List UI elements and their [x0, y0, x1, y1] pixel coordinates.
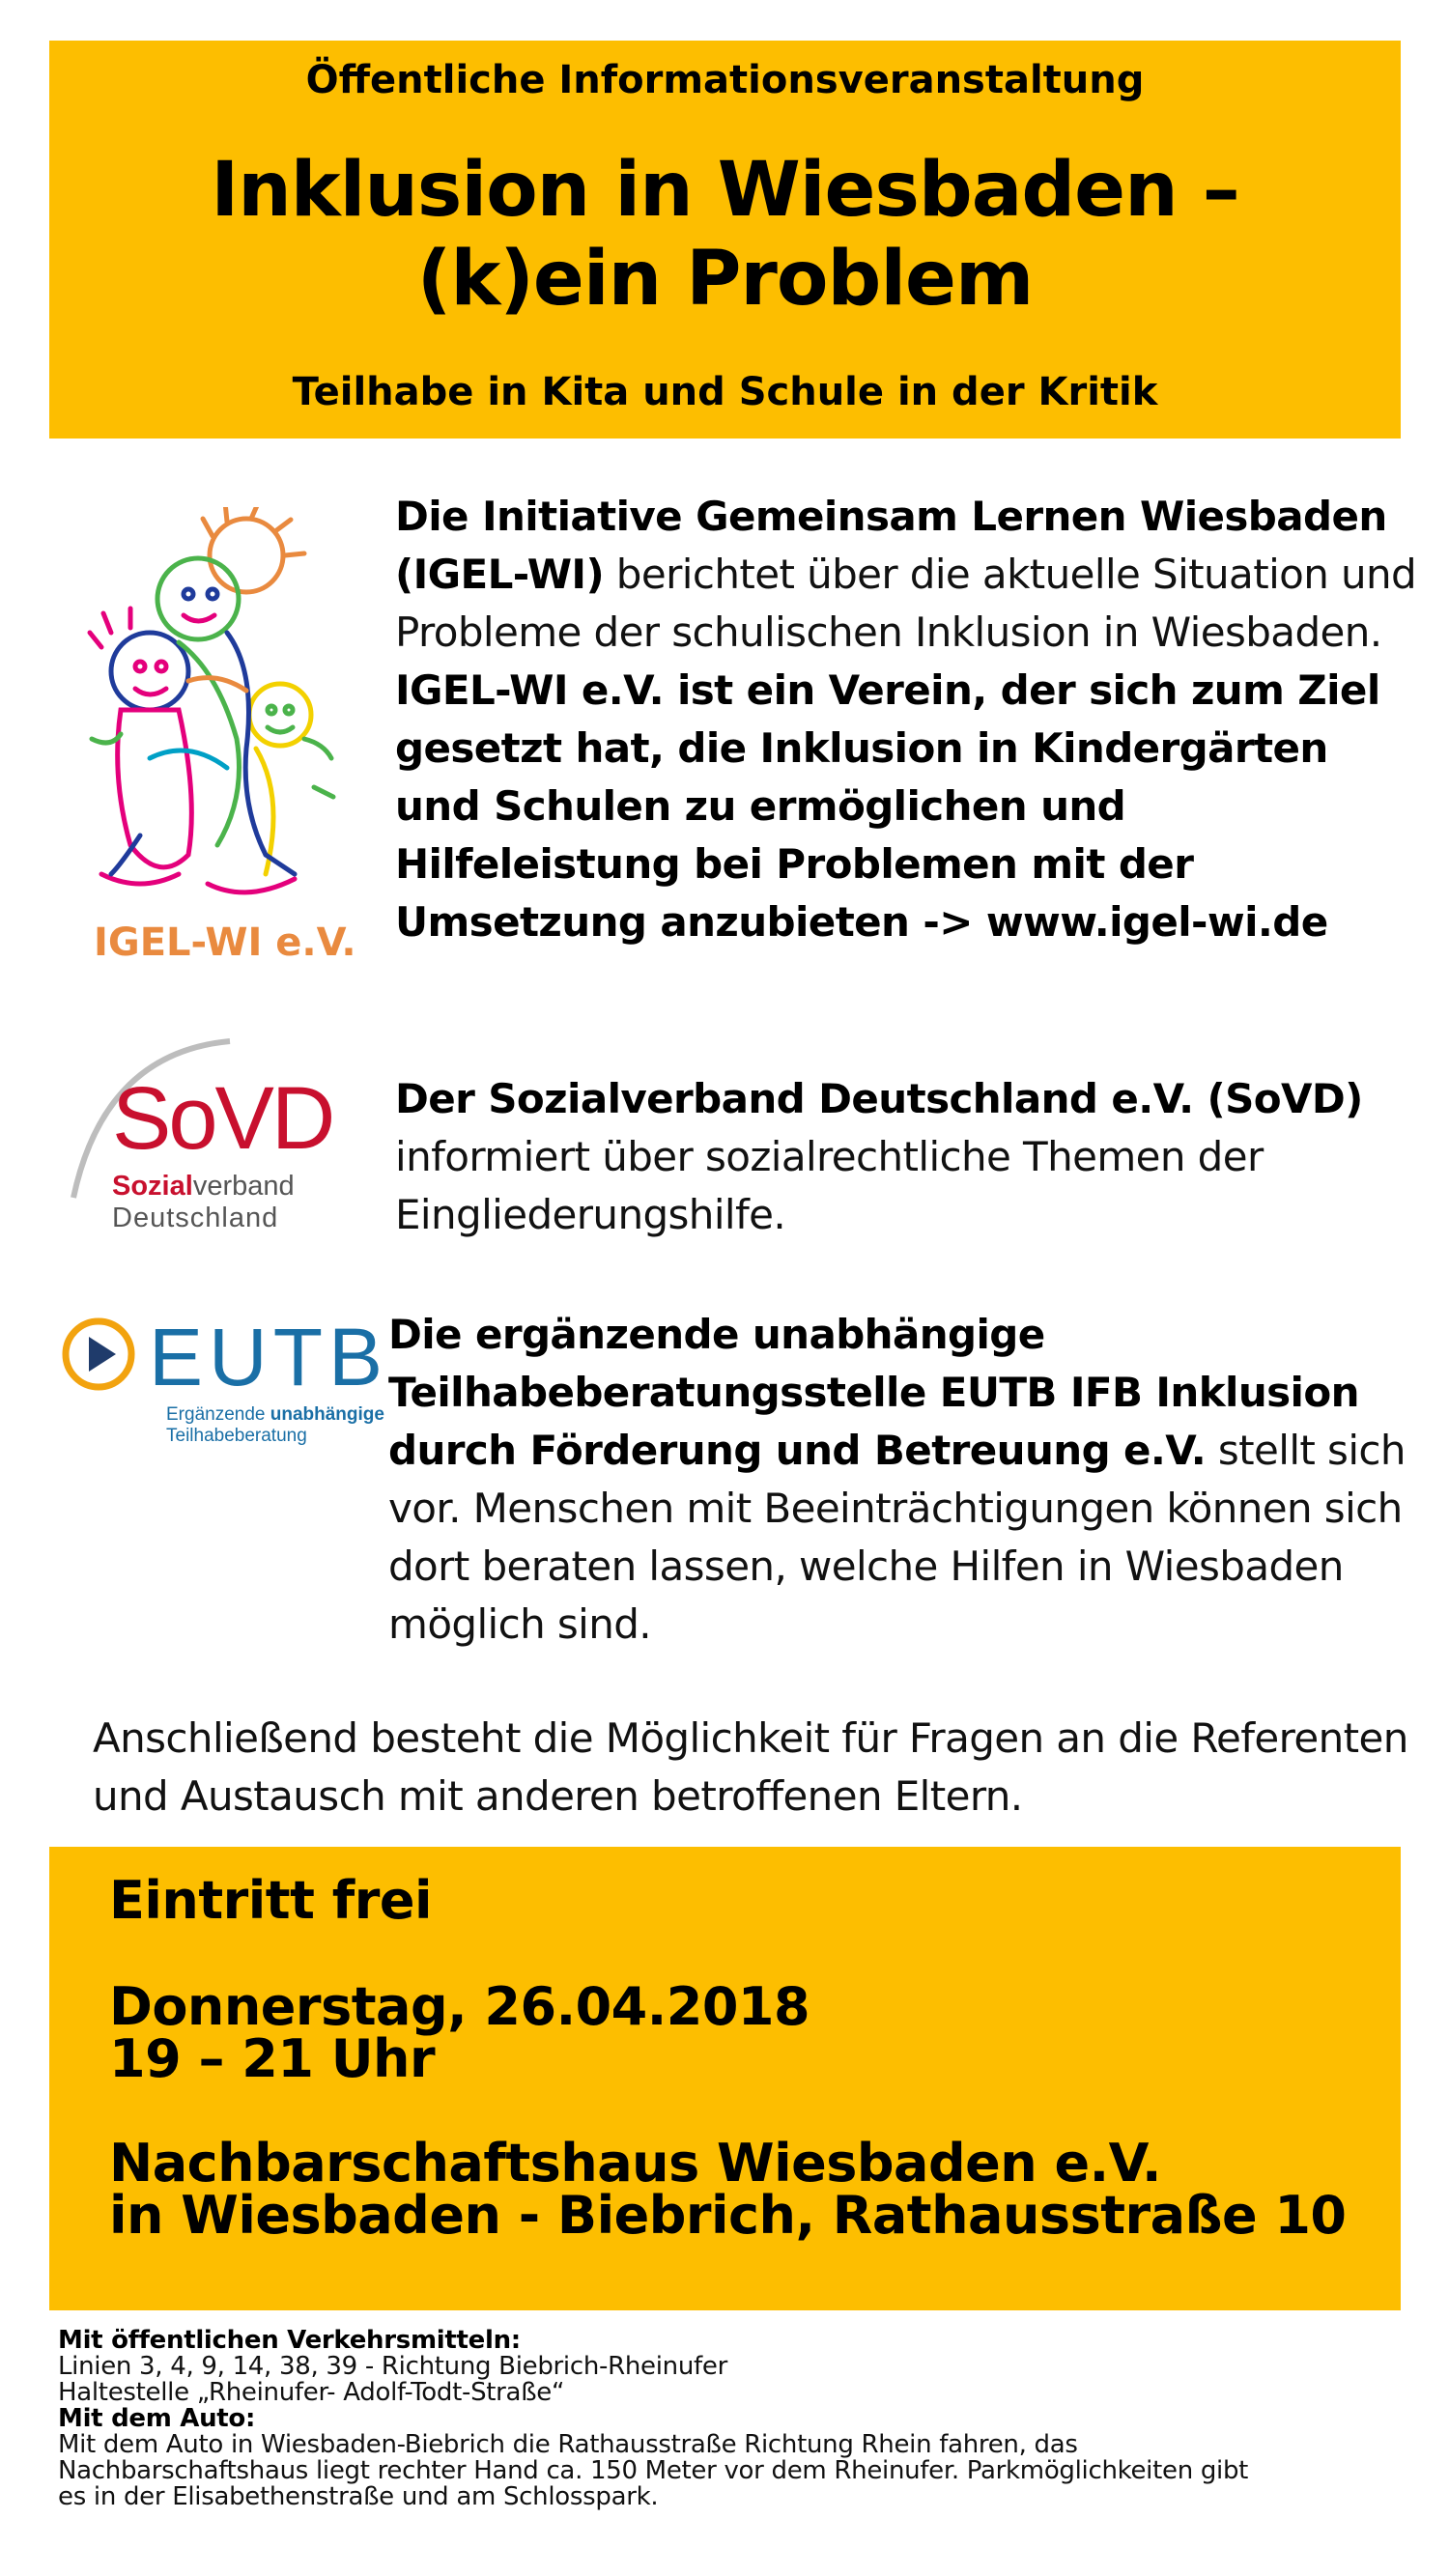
- car-directions-line1: Mit dem Auto in Wiesbaden-Biebrich die Rathausstraße Richtung Rhein fahren, das: [58, 2430, 1078, 2459]
- public-transport-heading: Mit öffentlichen Verkehrsmitteln:: [58, 2326, 521, 2355]
- eutb-logo: [60, 1312, 389, 1460]
- sovd-lead-text: informiert über sozialrechtliche Themen der Eingliederungshilfe.: [395, 1133, 1264, 1238]
- igel-children-illustration: [82, 507, 343, 922]
- igel-body-bold: IGEL-WI e.V. ist ein Verein, der sich zum Ziel gesetzt hat, die Inklusion in Kindergärten und Schulen zu ermöglichen und Hilfeleistung bei Problemen mit der Umsetzung anzubieten -> www.igel-wi.de: [395, 666, 1380, 946]
- sovd-wordmark: SoVD: [112, 1069, 333, 1168]
- event-date: Donnerstag, 26.04.2018: [109, 1976, 810, 2037]
- igel-logo-caption: IGEL-WI e.V.: [94, 920, 356, 965]
- event-time: 19 – 21 Uhr: [109, 2028, 436, 2089]
- eutb-tagline-line2: Teilhabeberatung: [166, 1426, 307, 1446]
- sovd-lead-bold: Der Sozialverband Deutschland e.V. (SoVD): [395, 1075, 1363, 1122]
- eutb-lead-text: stellt sich vor. Menschen mit Beeinträchtigungen können sich dort beraten lassen, welche Hilfen in Wiesbaden möglich sind.: [388, 1427, 1406, 1648]
- venue-address: in Wiesbaden - Biebrich, Rathausstraße 10: [109, 2185, 1347, 2246]
- closing-text: Anschließend besteht die Möglichkeit für Fragen an die Referenten und Austausch mit anderen betroffenen Eltern.: [93, 1714, 1408, 1820]
- public-transport-stop: Haltestelle „Rheinufer- Adolf-Todt-Straße“: [58, 2378, 565, 2407]
- eutb-play-icon: [60, 1316, 137, 1393]
- igel-lead-text: berichtet über die aktuelle Situation und Probleme der schulischen Inklusion in Wiesbaden.: [395, 551, 1417, 656]
- eutb-tagline-bold: unabhängige: [270, 1404, 384, 1425]
- event-kicker: Öffentliche Informationsveranstaltung: [305, 58, 1145, 102]
- eutb-lead-bold: Die ergänzende unabhängige Teilhabeberatungsstelle EUTB IFB Inklusion durch Förderung und Betreuung e.V.: [388, 1311, 1359, 1474]
- eutb-wordmark: EUTB: [149, 1312, 389, 1402]
- page-title-line2: (k)ein Problem: [416, 236, 1034, 323]
- sovd-description: [395, 1070, 1419, 1244]
- directions: [58, 2328, 1410, 2510]
- venue-name: Nachbarschaftshaus Wiesbaden e.V.: [109, 2133, 1161, 2194]
- page-subtitle: Teilhabe in Kita und Schule in der Kritik: [292, 370, 1158, 414]
- sovd-tagline-line1: [112, 1171, 295, 1202]
- eutb-tagline-plain: Ergänzende: [166, 1404, 270, 1425]
- car-directions-line2: Nachbarschaftshaus liegt rechter Hand ca. 150 Meter vor dem Rheinufer. Parkmöglichkeiten gibt: [58, 2456, 1249, 2485]
- sovd-tagline-bold: Sozial: [112, 1171, 193, 1202]
- eutb-tagline-line1: [166, 1404, 384, 1426]
- sovd-logo: [66, 1033, 336, 1246]
- public-transport-lines: Linien 3, 4, 9, 14, 38, 39 - Richtung Biebrich-Rheinufer: [58, 2352, 727, 2381]
- car-heading: Mit dem Auto:: [58, 2404, 256, 2433]
- car-directions-line3: es in der Elisabethenstraße und am Schlosspark.: [58, 2482, 659, 2511]
- event-info-banner: [49, 1847, 1401, 2310]
- page-title-line1: Inklusion in Wiesbaden –: [211, 147, 1239, 234]
- eutb-description: [388, 1306, 1422, 1654]
- igel-description: [395, 488, 1419, 951]
- sovd-tagline-line2: Deutschland: [112, 1203, 279, 1233]
- header-banner: [49, 41, 1401, 439]
- sovd-tagline-rest: verband: [192, 1171, 295, 1202]
- igel-lead-bold: Die Initiative Gemeinsam Lernen Wiesbaden (IGEL-WI): [395, 493, 1387, 598]
- igel-logo: [82, 507, 356, 971]
- admission-label: Eintritt frei: [109, 1870, 432, 1931]
